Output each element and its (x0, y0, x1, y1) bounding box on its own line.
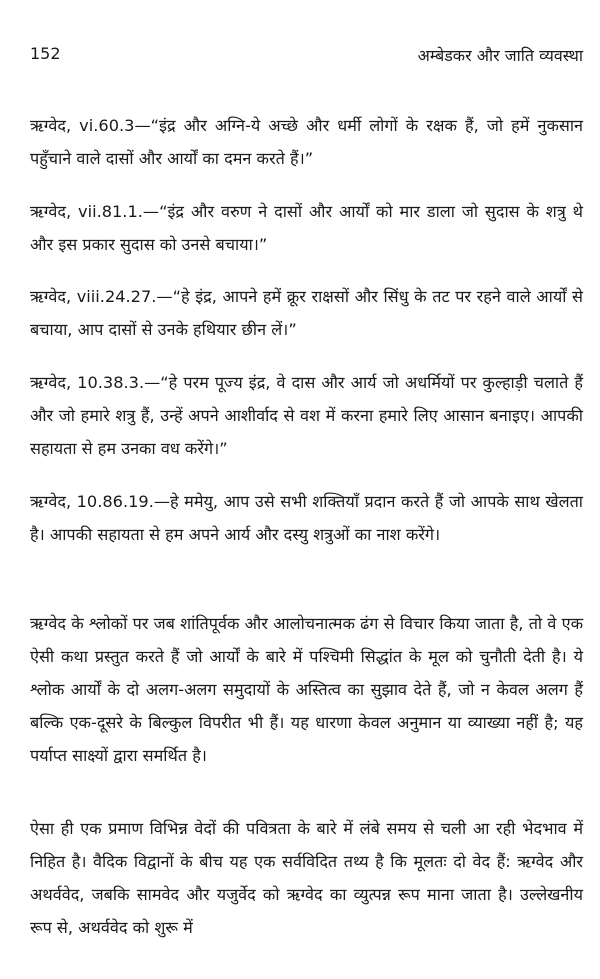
body-paragraph: ऋग्वेद के श्लोकों पर जब शांतिपूर्वक और आलोचनात्मक ढंग से विचार किया जाता है, तो वे एक ऐसी कथा प्रस्तुत करते हैं जो आर्यों के बारे में पश्चिमी सिद्धांत के मूल को चुनौती देती है। ये श्लोक आर्यों के दो अलग-अलग समुदायों के अस्तित्व का सुझाव देते हैं, जो न केवल अलग हैं बल्कि एक-दूसरे के बिल्कुल विपरीत भी हैं। यह धारणा केवल अनुमान या व्याख्या नहीं है; यह पर्याप्त साक्ष्यों द्वारा समर्थित है। (30, 614, 583, 765)
running-title: अम्बेडकर और जाति व्यवस्था (417, 46, 583, 65)
body-paragraph: ऐसा ही एक प्रमाण विभिन्न वेदों की पवित्रता के बारे में लंबे समय से चली आ रही भेदभाव में निहित है। वैदिक विद्वानों के बीच यह एक सर्वविदित तथ्य है कि मूलतः दो वेद हैं: ऋग्वेद और अथर्ववेद, जबकि सामवेद और यजुर्वेद को ऋग्वेद का व्युत्पन्न रूप माना जाता है। उल्लेखनीय रूप से, अथर्ववेद को शुरू में (30, 819, 583, 937)
rigveda-quote-vii-81-1: ऋग्वेद, vii.81.1.—“इंद्र और वरुण ने दासों और आर्यों को मार डाला जो सुदास के शत्रु थे और इस प्रकार सुदास को उनसे बचाया।” (30, 202, 583, 254)
rigveda-quote-viii-24-27: ऋग्वेद, viii.24.27.—“हे इंद्र, आपने हमें क्रूर राक्षसों और सिंधु के तट पर रहने वाले आर्यों से बचाया, आप दासों से उनके हथियार छीन लें।” (30, 287, 583, 339)
rigveda-quote-vi-60-3: ऋग्वेद, vi.60.3—“इंद्र और अग्नि-ये अच्छे और धर्मी लोगों के रक्षक हैं, जो हमें नुकसान पहुँचाने वाले दासों और आर्यों का दमन करते हैं।” (30, 116, 583, 168)
page-number: 152 (30, 44, 61, 63)
rigveda-quote-10-38-3: ऋग्वेद, 10.38.3.—“हे परम पूज्य इंद्र, वे दास और आर्य जो अधर्मियों पर कुल्हाड़ी चलाते हैं और जो हमारे शत्रु हैं, उन्हें अपने आशीर्वाद से वश में करना हमारे लिए आसान बनाइए। आपकी सहायता से हम उनका वध करेंगे।” (30, 373, 583, 458)
rigveda-quote-10-86-19: ऋग्वेद, 10.86.19.—हे ममेयु, आप उसे सभी शक्तियाँ प्रदान करते हैं जो आपके साथ खेलता है। आपकी सहायता से हम अपने आर्य और दस्यु शत्रुओं का नाश करेंगे। (30, 492, 583, 544)
page-header (30, 44, 583, 70)
